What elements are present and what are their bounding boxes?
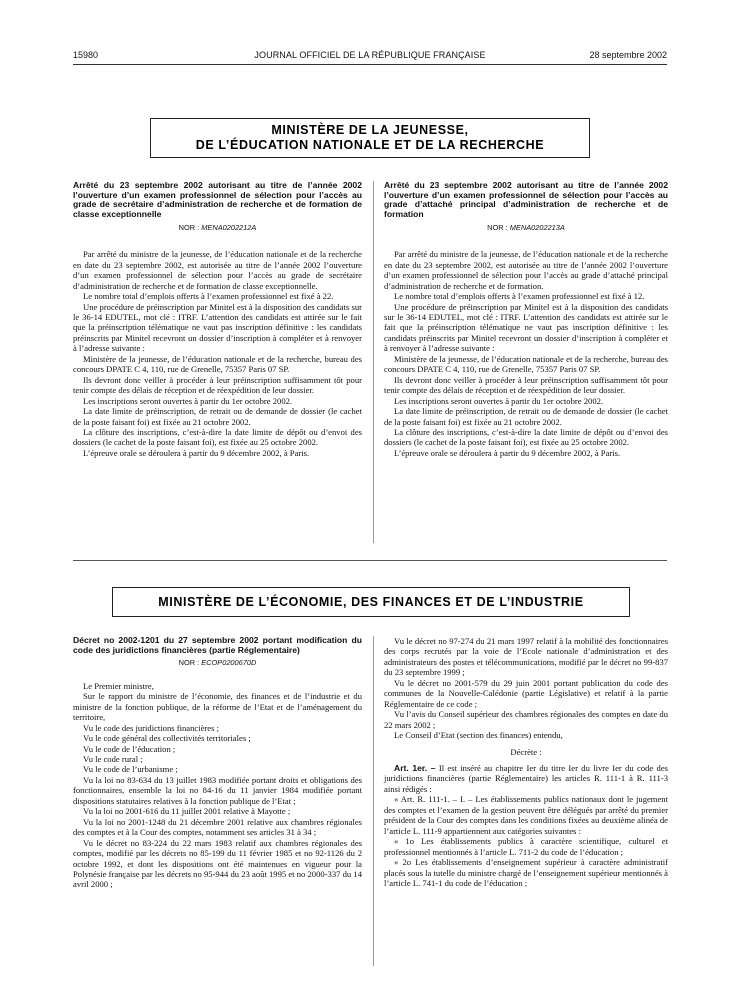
paragraph: Le nombre total d’emplois offerts à l’examen professionnel est fixé à 22. [83,291,334,302]
decree-body [384,249,668,458]
ministry-heading-line2: DE L’ÉDUCATION NATIONALE ET DE LA RECHERCHE [195,138,545,152]
ministry-heading-education [150,118,590,158]
decree-column-left-1 [73,181,362,458]
paragraph: Vu la loi no 83-634 du 13 juillet 1983 modifiée portant droits et obligations des fonctionnaires, ensemble la loi no 84-16 du 11 janvier 1984 modifiée portant dispositions statutaires relatives à la fonction publique de l’Etat ; [73,774,362,806]
paragraph: Vu le décret no 83-224 du 22 mars 1983 relatif aux chambres régionales des comptes, modifié par les décrets no 85-199 du 11 février 1985 et no 92-1126 du 2 octobre 1992, et dont les dispositions ont été maintenues en vigueur pour la Polynésie française par les décrets no 95-944 du 23 août 1995 et no 2000-337 du 14 avril 2000 ; [73,837,362,890]
decree-title: Arrêté du 23 septembre 2002 autorisant au titre de l’année 2002 l’ouverture d’un examen professionnel de sélection pour l’accès au grade de secrétaire d’administration de recherche et de formation de classe exceptionnelle [73,180,362,220]
article-text: Il est inséré au chapitre Ier du titre Ier du livre Ier du code des juridictions financières (partie Réglementaire) les articles R. 111-1 à R. 111-3 ainsi rédigés : [384,762,669,794]
decree-body [73,681,362,890]
column-divider [373,636,374,966]
paragraph: Ministère de la jeunesse, de l’éducation nationale et de la recherche, bureau des concours DPATE C 4, 110, rue de Grenelle, 75357 Paris 07 SP. [384,353,668,375]
article-1 [384,763,668,794]
decrete-heading: Décrète : [510,746,542,757]
paragraph: L’épreuve orale se déroulera à partir du 9 décembre 2002, à Paris. [394,447,621,458]
decree-column-left-2 [73,636,362,890]
paragraph: La clôture des inscriptions, c’est-à-dire la date limite de dépôt ou d’envoi des dossiers (le cachet de la poste faisant foi), est fixée au 25 octobre 2002. [73,426,362,448]
paragraph: Ministère de la jeunesse, de l’éducation nationale et de la recherche, bureau des concours DPATE C 4, 110, rue de Grenelle, 75357 Paris 07 SP. [73,353,362,375]
paragraph: Ils devront donc veiller à procéder à leur préinscription suffisamment tôt pour tenir compte des délais de réception et de réexpédition de leur dossier. [73,374,362,396]
nor-code: MENA0202212A [201,222,257,232]
ministry-heading-line1: MINISTÈRE DE LA JEUNESSE, [271,123,469,137]
paragraph: Le Conseil d’Etat (section des finances) entendu, [394,730,563,741]
page-number: 15980 [73,50,99,60]
paragraph: Le Premier ministre, [83,680,154,691]
decree-body [73,249,362,458]
nor-label: NOR : [487,222,508,232]
paragraph: Vu le code rural ; [83,754,143,765]
decree-column-right-2 [384,636,668,888]
article-body [384,794,668,888]
paragraph: « 2o Les établissements d’enseignement supérieur à caractère administratif placés sous la tutelle du ministre chargé de l’enseignement supérieur mentionnés à l’article L. 741-1 du code de l’éducation ; [384,857,668,888]
paragraph: Une procédure de préinscription par Minitel est à la disposition des candidats sur le 36-14 EDUTEL, mot clé : ITRF. L’attention des candidats est attirée sur le fait que la préinscription télématique ne vaut pas inscription définitive : les candidats préinscrits par Minitel recevront un dossier d’inscription à compléter et à renvoyer à l’adresse suivante : [384,301,668,354]
paragraph: La date limite de préinscription, de retrait ou de demande de dossier (le cachet de la poste faisant foi) est fixée au 21 octobre 2002. [384,406,668,427]
paragraph: Ils devront donc veiller à procéder à leur préinscription suffisamment tôt pour tenir compte des délais de réception et de réexpédition de leur dossier. [384,374,668,396]
paragraph: Par arrêté du ministre de la jeunesse, de l’éducation nationale et de la recherche en date du 23 septembre 2002, est autorisée au titre de l’année 2002 l’ouverture d’un examen professionnel de sélection pour l’accès au grade d’attaché principal d’administration de recherche et de formation. [384,249,668,291]
decree-body [384,636,668,741]
ministry-heading-economy: MINISTÈRE DE L’ÉCONOMIE, DES FINANCES ET DE L’INDUSTRIE [112,587,630,617]
article-label: Art. 1er. – [394,762,436,773]
paragraph: Le nombre total d’emplois offerts à l’examen professionnel est fixé à 12. [394,291,645,302]
running-header [73,50,667,64]
nor-label: NOR : [178,222,200,232]
paragraph: Les inscriptions seront ouvertes à partir du 1er octobre 2002. [83,395,293,406]
header-rule [73,64,667,65]
nor-label: NOR : [178,658,200,668]
paragraph: Une procédure de préinscription par Minitel est à la disposition des candidats sur le 36-14 EDUTEL, mot clé : ITRF. L’attention des candidats est attirée sur le fait que la préinscription télématique ne vaut pas inscription définitive : les candidats préinscrits par Minitel recevront un dossier d’inscription à compléter et à renvoyer à l’adresse suivante : [73,301,362,354]
paragraph: Vu le code des juridictions financières ; [83,722,219,733]
paragraph: Vu le décret no 2001-579 du 29 juin 2001 portant publication du code des communes de la Nouvelle-Calédonie (partie Législative) et relatif à la partie Réglementaire de ce code ; [384,677,668,709]
paragraph: Vu l’avis du Conseil supérieur des chambres régionales des comptes en date du 22 mars 2002 ; [384,709,668,730]
column-divider [373,181,374,543]
decree-column-right-1 [384,181,668,458]
paragraph: Par arrêté du ministre de la jeunesse, de l’éducation nationale et de la recherche en date du 23 septembre 2002, est autorisée au titre de l’année 2002 l’ouverture d’un examen professionnel de sélection pour l’accès au grade de secrétaire d’administration de recherche et de formation de classe exceptionnelle. [73,249,362,291]
paragraph: Vu le décret no 97-274 du 21 mars 1997 relatif à la mobilité des fonctionnaires des corps recrutés par la voie de l’Ecole nationale d’administration et des administrateurs des postes et télécommunications, modifié par le décret no 99-837 du 23 septembre 1999 ; [384,636,668,678]
nor-reference [384,223,668,233]
paragraph: Vu la loi no 2001-616 du 11 juillet 2001 relative à Mayotte ; [83,806,291,817]
paragraph: Vu le code de l’urbanisme ; [83,764,178,775]
paragraph: Vu le code de l’éducation ; [83,743,176,754]
paragraph: Sur le rapport du ministre de l’économie, des finances et de l’industrie et du ministre de la fonction publique, de la réforme de l’Etat et de l’aménagement du territoire, [73,691,362,723]
nor-code: MENA0202213A [509,222,565,232]
paragraph: « 1o Les établissements publics à caractère scientifique, culturel et professionnel mentionnés à l’article L. 711-2 du code de l’éducation ; [384,836,668,857]
paragraph: Vu la loi no 2001-1248 du 21 décembre 2001 relative aux chambres régionales des comptes et à la Cour des comptes, notamment ses articles 31 à 34 ; [73,816,362,838]
paragraph: La date limite de préinscription, de retrait ou de demande de dossier (le cachet de la poste faisant foi) est fixée au 21 octobre 2002. [73,406,362,427]
paragraph: Les inscriptions seront ouvertes à partir du 1er octobre 2002. [394,395,604,406]
issue-date: 28 septembre 2002 [589,50,667,60]
paragraph: « Art. R. 111-1. – I. – Les établissements publics nationaux dont le jugement des comptes et l’examen de la gestion peuvent être délégués par arrêté du premier président de la Cour des comptes dans les conditions fixées au deuxième alinéa de l’article L. 111-9 appartiennent aux catégories suivantes : [384,794,668,836]
paragraph: La clôture des inscriptions, c’est-à-dire la date limite de dépôt ou d’envoi des dossiers (le cachet de la poste faisant foi), est fixée au 25 octobre 2002. [384,426,668,448]
paragraph: Vu le code général des collectivités territoriales ; [83,733,251,744]
journal-title: JOURNAL OFFICIEL DE LA RÉPUBLIQUE FRANÇAISE [254,50,486,60]
paragraph: L’épreuve orale se déroulera à partir du 9 décembre 2002, à Paris. [83,447,310,458]
nor-code: ECOP0200670D [201,658,257,668]
nor-reference [73,223,362,233]
decree-title: Arrêté du 23 septembre 2002 autorisant au titre de l’année 2002 l’ouverture d’un examen professionnel de sélection pour l’accès au grade d’attaché principal d’administration de recherche et de formation [384,180,668,220]
section-separator [73,560,667,561]
decree-title: Décret no 2002-1201 du 27 septembre 2002 portant modification du code des juridictions financières (partie Réglementaire) [73,635,362,655]
nor-reference [73,658,362,668]
